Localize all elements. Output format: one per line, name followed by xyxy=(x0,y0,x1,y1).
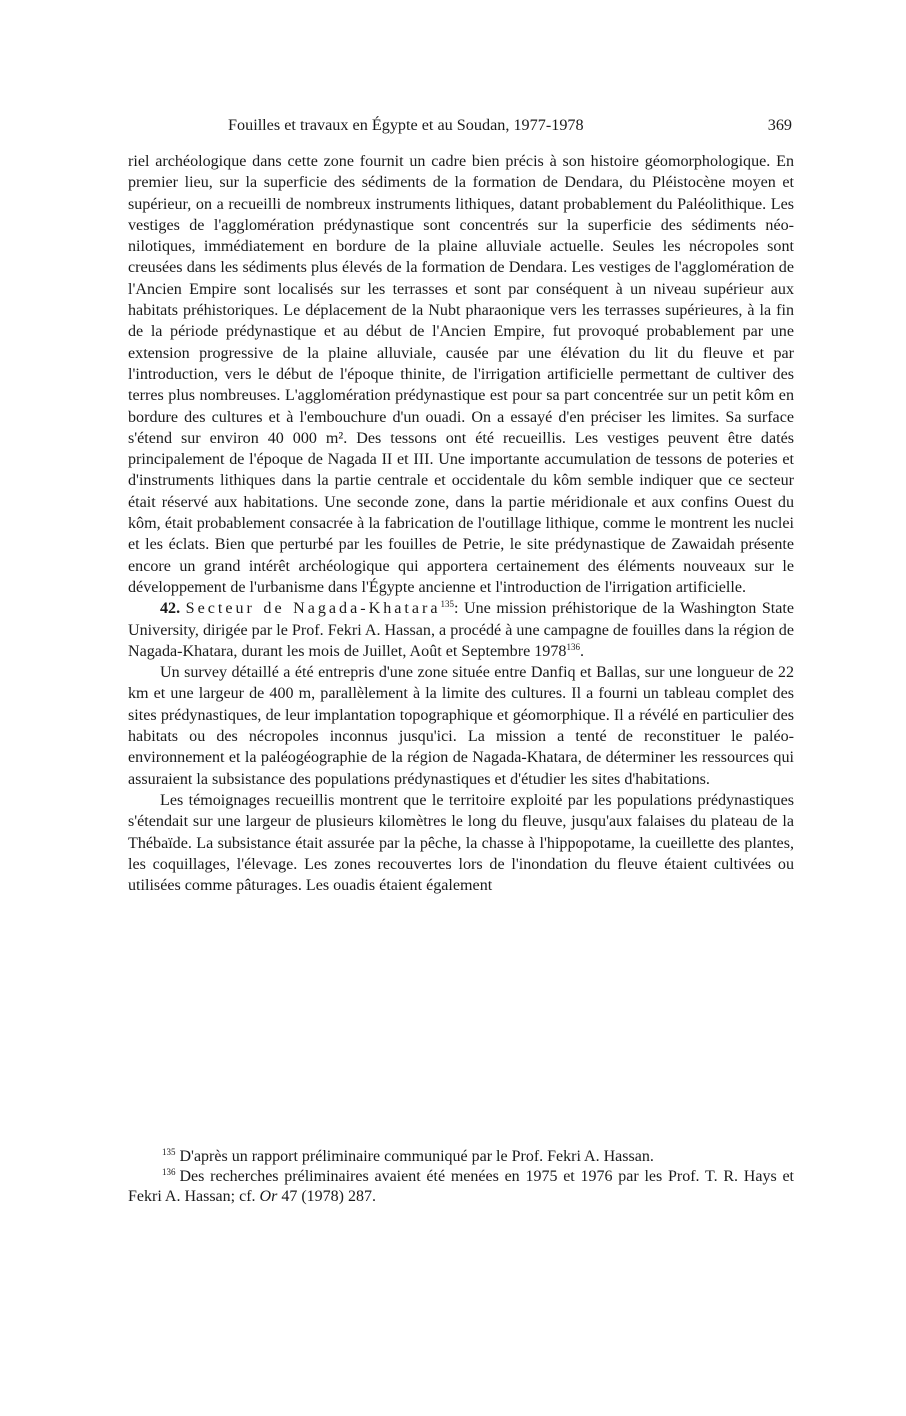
page-number: 369 xyxy=(767,116,792,134)
footnote-ref-136[interactable]: 136 xyxy=(566,641,580,652)
paragraph-continuation: riel archéologique dans cette zone fournit un cadre bien précis à son histoire géomorphologique. En premier lieu, sur la superficie des sédiments de la formation de Dendara, du Pléistocène moyen et supérieur, on a recueilli de nombreux instruments lithiques, datant probablement du Paléolithique. Les vestiges de l'agglomération prédynastique sont concentrés sur la superficie des sédiments néo-nilotiques, immédiatement en bordure de la plaine alluviale actuelle. Seules les nécropoles sont creusées dans les sédiments plus élevés de la formation de Dendara. Les vestiges de l'agglomération de l'Ancien Empire sont localisés sur les terrasses et sont par conséquent à un niveau supérieur aux habitats préhistoriques. Le déplacement de la Nubt pharaonique vers les terrasses supérieures, à la fin de la période prédynastique et au début de l'Ancien Empire, fut provoqué probablement par une extension progressive de la plaine alluviale, causée par une élévation du lit du fleuve et par l'introduction, vers le début de l'époque thinite, de l'irrigation artificielle permettant de cultiver des terres plus nombreuses. L'agglomération prédynastique est pour sa part concentrée sur un petit kôm en bordure des cultures et à l'embouchure d'un ouadi. On a essayé d'en préciser les limites. Sa surface s'étend sur environ 40 000 m². Des tessons ont été recueillis. Les vestiges peuvent être datés principalement de l'époque de Nagada II et III. Une importante accumulation de tessons de poteries et d'instruments lithiques dans la partie centrale et occidentale du kôm semble indiquer que ce secteur était réservé aux habitations. Une seconde zone, dans la partie méridionale et aux confins Ouest du kôm, était probablement consacrée à la fabrication de l'outillage lithique, comme le montrent les nuclei et les éclats. Bien que perturbé par les fouilles de Petrie, le site prédynastique de Zawaidah présente encore un grand intérêt archéologique qui apportera certainement des éléments nouveaux sur le développement de l'urbanisme dans l'Égypte ancienne et l'introduction de l'irrigation artificielle. xyxy=(128,153,794,596)
section-42-end: . xyxy=(579,642,584,660)
paragraph-survey: Un survey détaillé a été entrepris d'une zone située entre Danfiq et Ballas, sur une longueur de 22 km et une largeur de 400 m, parallèlement à la limite des cultures. Il a fourni un tableau complet des sites prédynastiques, de leur implantation topographique et géomorphique. Il a révélé en particulier des habitats ou des nécropoles inconnus jusqu'ici. La mission a tenté de reconstituer le paléo-environnement et la paléogéographie de la région de Nagada-Khatara, de déterminer les ressources qui assuraient la subsistance des populations prédynastiques et d'étudier les sites d'habitations. xyxy=(128,664,794,788)
footnote-135 xyxy=(128,1147,794,1167)
footnote-135-text: D'après un rapport préliminaire communiqué par le Prof. Fekri A. Hassan. xyxy=(179,1148,654,1165)
footnote-ref-135[interactable]: 135 xyxy=(440,599,455,610)
section-number: 42. xyxy=(160,600,181,618)
footnote-136 xyxy=(128,1167,794,1207)
footnotes xyxy=(128,1147,794,1207)
footnote-136-journal: Or xyxy=(259,1188,278,1205)
footnote-136-text-b: 47 (1978) 287. xyxy=(277,1188,376,1205)
section-title: Secteur de Nagada-Khatara xyxy=(185,600,441,618)
paragraph-section-42 xyxy=(128,598,794,662)
footnote-number-135: 135 xyxy=(162,1147,176,1157)
paragraph-temoignages: Les témoignages recueillis montrent que le territoire exploité par les populations prédynastiques s'étendait sur une largeur de plusieurs kilomètres le long du fleuve, jusqu'aux falaises du plateau de la Thébaïde. La subsistance était assurée par la pêche, la chasse à l'hippopotame, la cueillette des plantes, les coquillages, l'élevage. Les zones recouvertes lors de l'inondation du fleuve étaient cultivées ou utilisées comme pâturages. Les ouadis étaient également xyxy=(128,791,794,895)
main-text xyxy=(128,151,794,896)
running-header xyxy=(130,116,794,138)
section-42-text: : Une mission préhistorique de la Washington State University, dirigée par le Prof. Fekri A. Hassan, a procédé à une campagne de fouilles dans la région de Nagada-Khatara, durant les mois de Juillet, Août et Septembre 1978 xyxy=(128,600,795,660)
footnote-136-text-a: Des recherches préliminaires avaient été menées en 1975 et 1976 par les Prof. T. R. Hays et Fekri A. Hassan; cf. xyxy=(128,1168,794,1205)
running-title: Fouilles et travaux en Égypte et au Soudan, 1977-1978 xyxy=(228,116,584,134)
footnote-number-136: 136 xyxy=(162,1167,176,1177)
